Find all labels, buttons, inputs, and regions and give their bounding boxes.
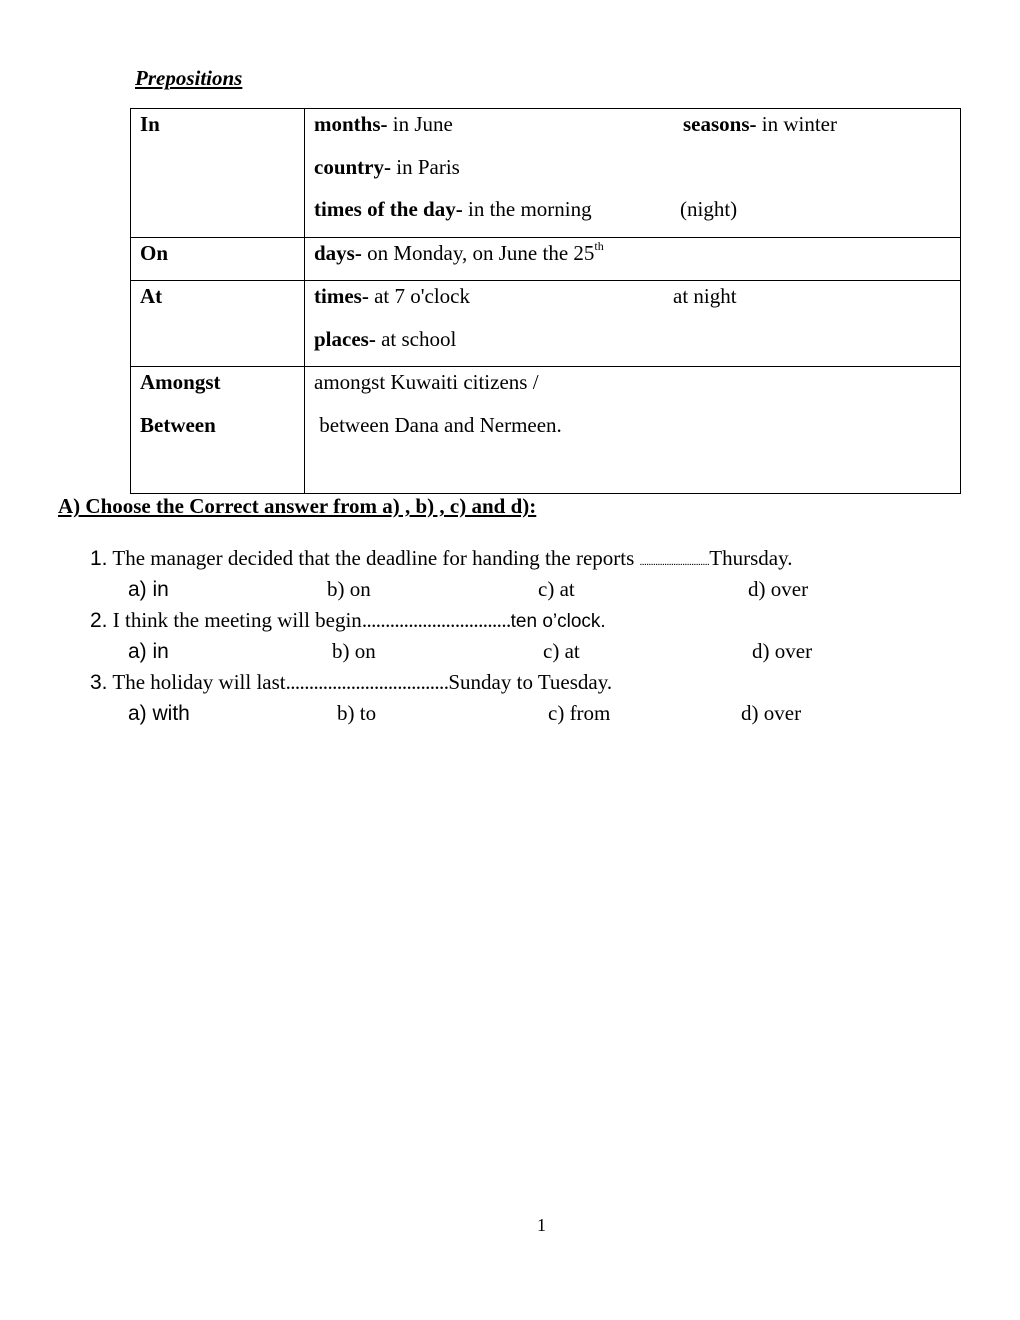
question-text: The holiday will last	[107, 670, 286, 694]
at-times-label: times-	[314, 284, 369, 308]
days-superscript: th	[594, 238, 604, 253]
option-b[interactable]: b) on	[327, 577, 371, 601]
option-c[interactable]: c) at	[543, 639, 580, 663]
page-number: 1	[537, 1215, 546, 1235]
option-c[interactable]: c) at	[538, 577, 575, 601]
question-3	[90, 670, 612, 695]
question-1	[90, 546, 792, 571]
question-number: 1.	[90, 547, 108, 570]
value-cell-in	[305, 109, 961, 238]
times-of-day-line	[314, 194, 960, 237]
option-label: a) in	[128, 578, 169, 601]
seasons-value: in winter	[756, 112, 837, 136]
key-cell-in	[131, 109, 305, 238]
places-value: at school	[375, 326, 457, 351]
question-number: 3.	[90, 671, 108, 694]
table-row-on	[131, 237, 961, 281]
option-c[interactable]: c) from	[548, 701, 611, 725]
at-times-line	[314, 281, 960, 324]
key-cell-on	[131, 237, 305, 281]
value-cell-amongst-between	[305, 367, 961, 494]
question-2	[90, 608, 606, 633]
option-a[interactable]	[128, 577, 169, 602]
answer-blank: ...............................	[639, 556, 710, 568]
answer-blank: ...................................	[285, 670, 449, 694]
country-value: in Paris	[391, 154, 460, 179]
at-times-value: at 7 o'clock	[368, 284, 470, 308]
country-label: country-	[314, 154, 391, 179]
option-label: a) with	[128, 702, 190, 725]
between-line: between Dana and Nermeen.	[314, 412, 562, 437]
seasons-label: seasons-	[683, 112, 757, 136]
page-title: Prepositions	[135, 66, 243, 90]
option-b[interactable]: b) on	[332, 639, 376, 663]
key-in: In	[140, 112, 160, 136]
value-cell-on	[305, 237, 961, 281]
places-line	[314, 324, 960, 367]
answer-blank: ................................	[361, 608, 511, 632]
seasons-entry	[683, 109, 837, 139]
key-cell-amongst-between	[131, 367, 305, 494]
question-end: Sunday to Tuesday.	[448, 670, 613, 694]
section-a-heading: A) Choose the Correct answer from a) , b) , c) and d):	[58, 494, 537, 518]
question-text: The manager decided that the deadline for handing the reports	[107, 546, 640, 570]
option-b[interactable]: b) to	[337, 701, 377, 725]
option-a[interactable]	[128, 701, 190, 726]
option-a[interactable]	[128, 639, 169, 664]
months-value: in June	[387, 112, 453, 136]
key-amongst: Amongst	[140, 370, 221, 394]
amongst-line: amongst Kuwaiti citizens /	[314, 370, 539, 394]
table-row-at	[131, 281, 961, 367]
key-cell-at	[131, 281, 305, 367]
times-of-day-label: times of the day-	[314, 197, 463, 221]
table-row-in	[131, 109, 961, 238]
key-on: On	[140, 240, 169, 265]
at-night-note: at night	[673, 284, 737, 308]
table-row-amongst-between	[131, 367, 961, 494]
option-d[interactable]: d) over	[741, 701, 802, 725]
months-line	[314, 109, 960, 152]
key-between: Between	[140, 412, 216, 437]
question-text: I think the meeting will begin	[107, 608, 362, 632]
question-end: ten o’clock.	[510, 611, 606, 632]
prepositions-table	[130, 108, 961, 494]
days-label: days-	[314, 240, 362, 265]
months-label: months-	[314, 112, 388, 136]
key-at: At	[140, 284, 163, 308]
option-d[interactable]: d) over	[748, 577, 809, 601]
country-line	[314, 152, 960, 195]
option-d[interactable]: d) over	[752, 639, 813, 663]
places-label: places-	[314, 326, 376, 351]
days-value: on Monday, on June the 25	[361, 240, 595, 265]
times-of-day-value: in the morning	[462, 197, 592, 221]
days-line	[314, 238, 960, 281]
option-label: a) in	[128, 640, 169, 663]
night-note: (night)	[680, 197, 738, 221]
question-number: 2.	[90, 609, 108, 632]
question-end: Thursday.	[709, 546, 793, 570]
value-cell-at	[305, 281, 961, 367]
